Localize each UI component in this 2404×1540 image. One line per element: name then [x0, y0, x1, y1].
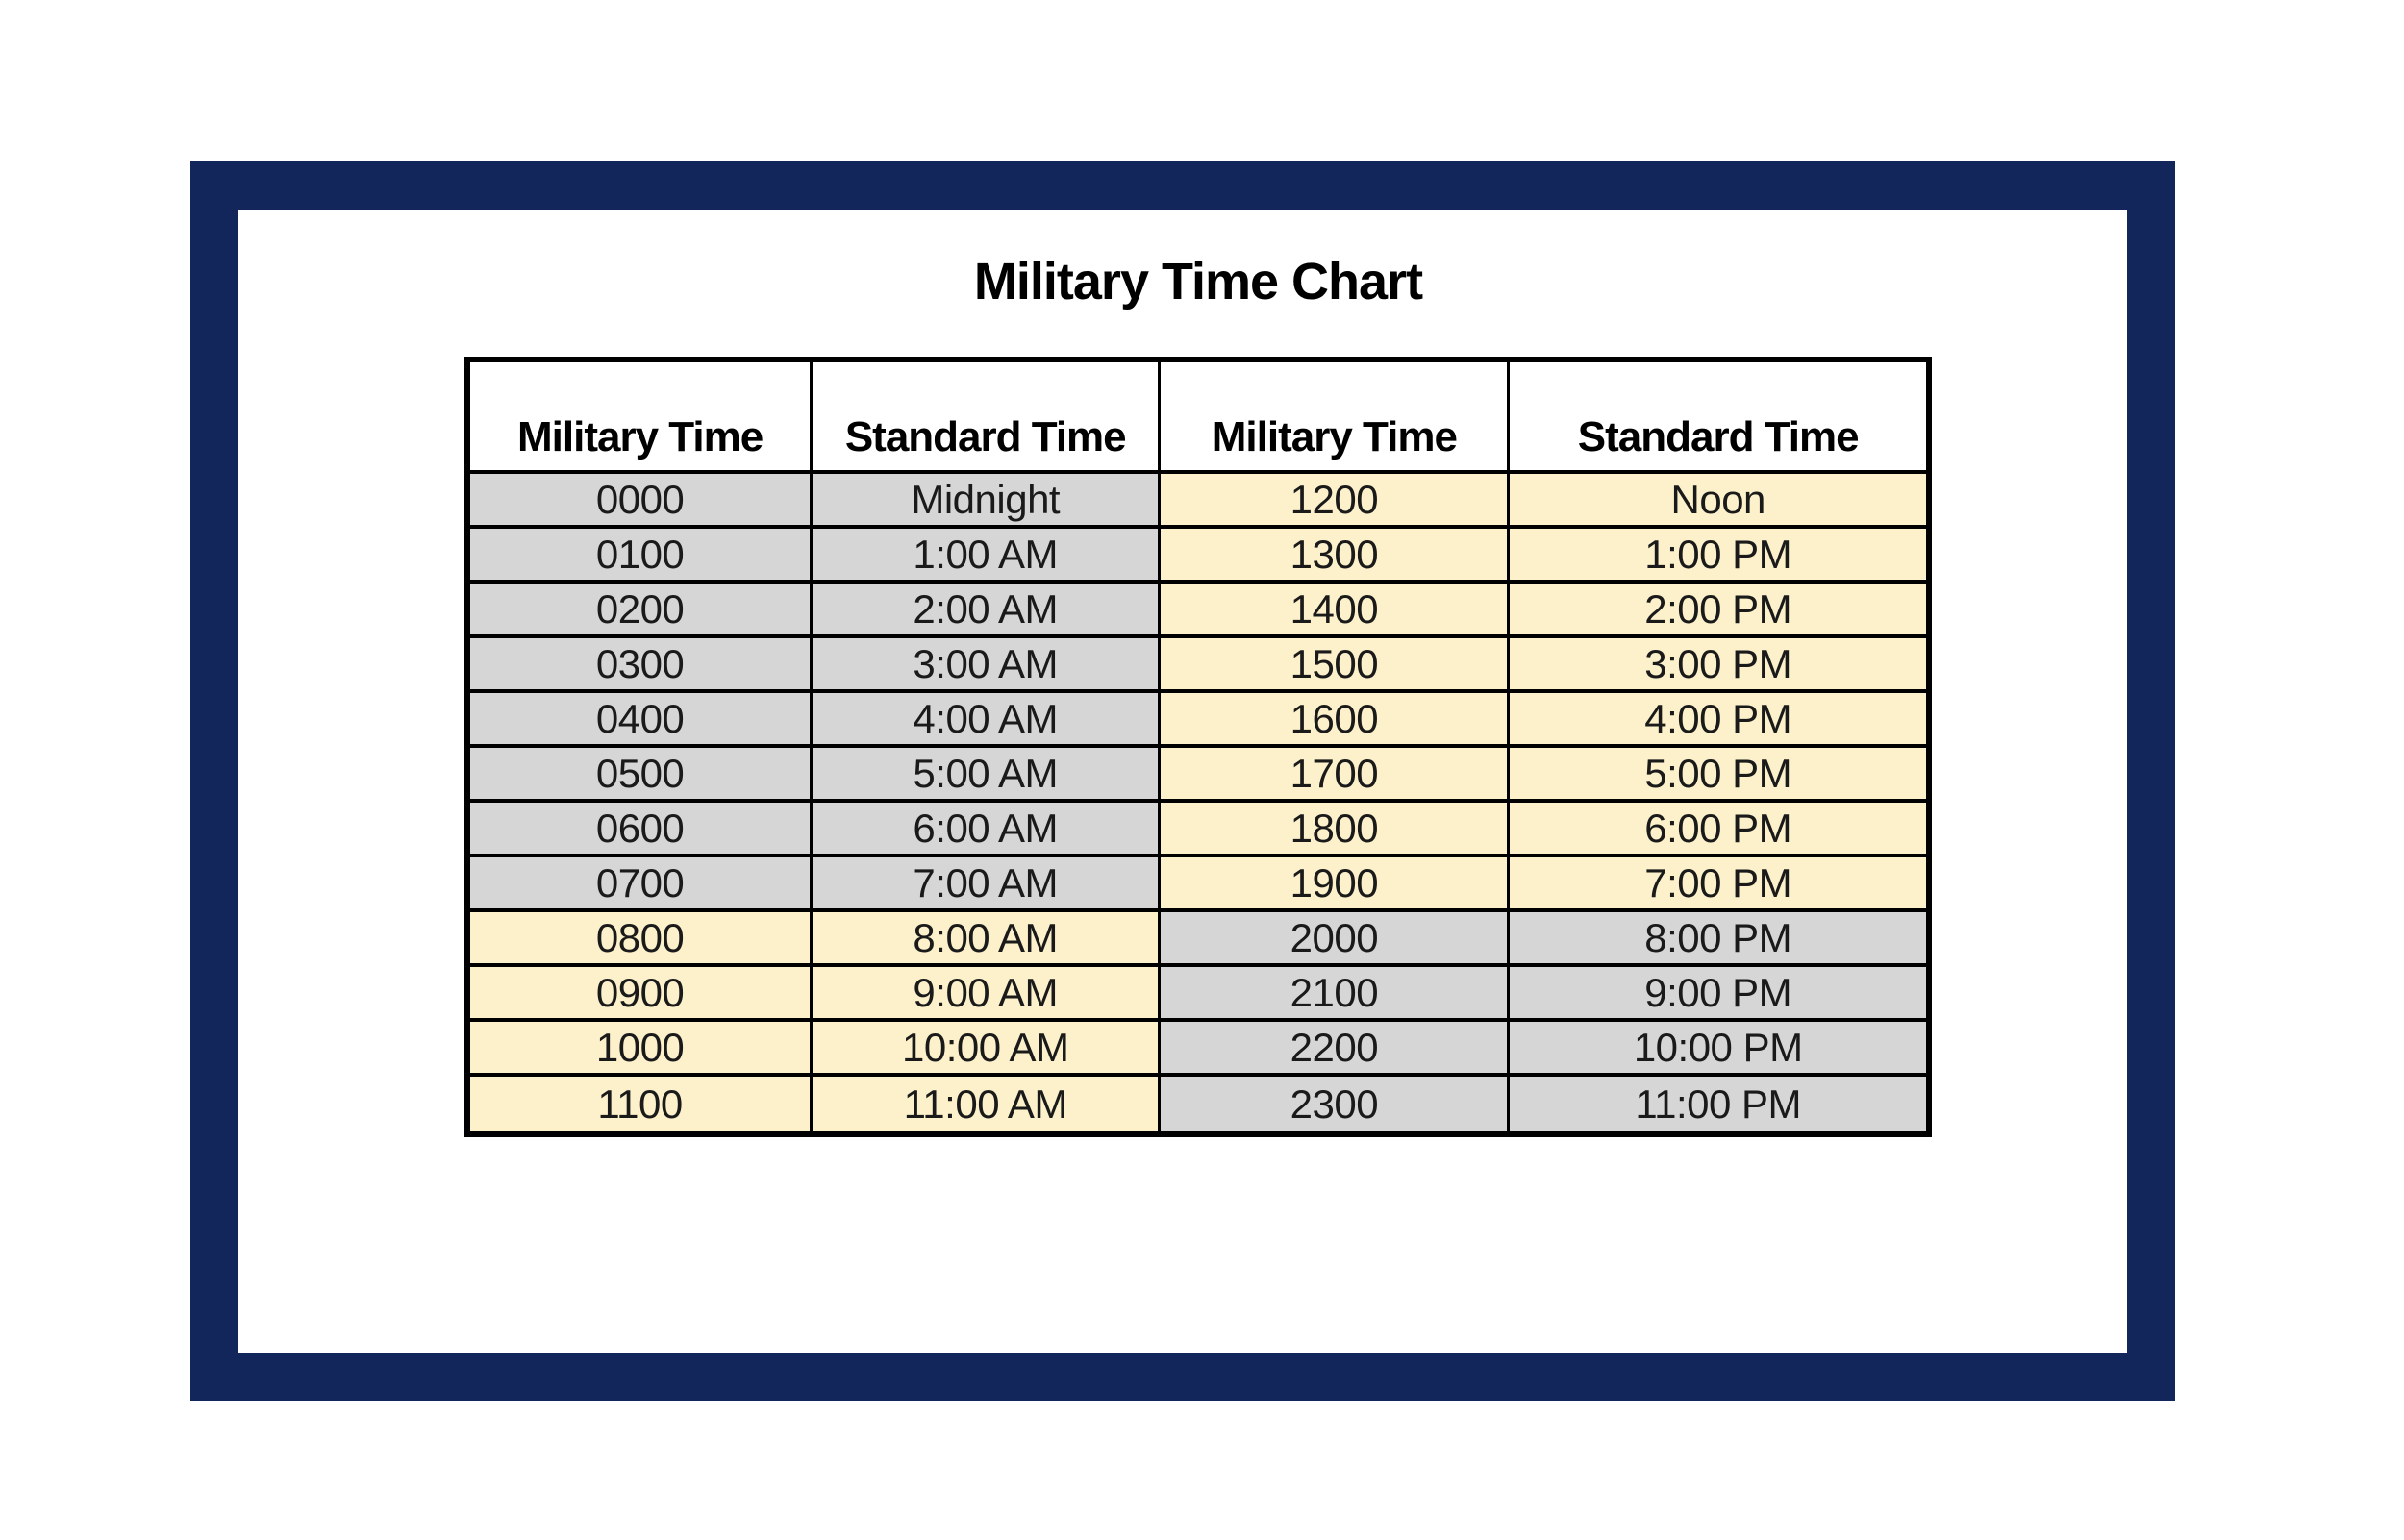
table-cell-r6-c2: 1800	[1161, 803, 1510, 857]
table-cell-r11-c3: 11:00 PM	[1510, 1077, 1926, 1131]
table-cell-r1-c2: 1300	[1161, 529, 1510, 584]
table-cell-r8-c0: 0800	[470, 912, 813, 967]
table-cell-r10-c2: 2200	[1161, 1022, 1510, 1077]
table-cell-r5-c2: 1700	[1161, 748, 1510, 803]
table-cell-r9-c3: 9:00 PM	[1510, 967, 1926, 1022]
table-cell-r8-c3: 8:00 PM	[1510, 912, 1926, 967]
table-cell-r5-c3: 5:00 PM	[1510, 748, 1926, 803]
table-cell-r6-c0: 0600	[470, 803, 813, 857]
table-cell-r4-c1: 4:00 AM	[813, 693, 1161, 748]
table-cell-r4-c0: 0400	[470, 693, 813, 748]
column-header-1: Standard Time	[813, 362, 1161, 474]
table-cell-r2-c2: 1400	[1161, 584, 1510, 638]
table-cell-r0-c3: Noon	[1510, 474, 1926, 529]
table-cell-r9-c0: 0900	[470, 967, 813, 1022]
table-cell-r5-c0: 0500	[470, 748, 813, 803]
table-cell-r10-c1: 10:00 AM	[813, 1022, 1161, 1077]
table-cell-r10-c3: 10:00 PM	[1510, 1022, 1926, 1077]
page-title: Military Time Chart	[973, 253, 1423, 310]
table-cell-r8-c1: 8:00 AM	[813, 912, 1161, 967]
table-cell-r1-c0: 0100	[470, 529, 813, 584]
table-cell-r2-c3: 2:00 PM	[1510, 584, 1926, 638]
military-time-table	[464, 357, 1932, 1137]
table-cell-r9-c2: 2100	[1161, 967, 1510, 1022]
table-cell-r7-c2: 1900	[1161, 857, 1510, 912]
table-cell-r5-c1: 5:00 AM	[813, 748, 1161, 803]
table-cell-r2-c0: 0200	[470, 584, 813, 638]
table-cell-r9-c1: 9:00 AM	[813, 967, 1161, 1022]
column-header-0: Military Time	[470, 362, 813, 474]
table-cell-r1-c1: 1:00 AM	[813, 529, 1161, 584]
table-cell-r6-c1: 6:00 AM	[813, 803, 1161, 857]
table-cell-r1-c3: 1:00 PM	[1510, 529, 1926, 584]
table-cell-r3-c0: 0300	[470, 638, 813, 693]
table-cell-r0-c1: Midnight	[813, 474, 1161, 529]
table-cell-r10-c0: 1000	[470, 1022, 813, 1077]
table-cell-r11-c1: 11:00 AM	[813, 1077, 1161, 1131]
table-cell-r2-c1: 2:00 AM	[813, 584, 1161, 638]
table-cell-r0-c0: 0000	[470, 474, 813, 529]
column-header-3: Standard Time	[1510, 362, 1926, 474]
column-header-2: Military Time	[1161, 362, 1510, 474]
table-cell-r8-c2: 2000	[1161, 912, 1510, 967]
table-cell-r7-c3: 7:00 PM	[1510, 857, 1926, 912]
table-cell-r7-c1: 7:00 AM	[813, 857, 1161, 912]
table-cell-r4-c3: 4:00 PM	[1510, 693, 1926, 748]
table-cell-r3-c1: 3:00 AM	[813, 638, 1161, 693]
table-cell-r11-c0: 1100	[470, 1077, 813, 1131]
table-cell-r4-c2: 1600	[1161, 693, 1510, 748]
table-cell-r0-c2: 1200	[1161, 474, 1510, 529]
table-cell-r6-c3: 6:00 PM	[1510, 803, 1926, 857]
table-cell-r11-c2: 2300	[1161, 1077, 1510, 1131]
table-cell-r3-c2: 1500	[1161, 638, 1510, 693]
table-cell-r7-c0: 0700	[470, 857, 813, 912]
table-cell-r3-c3: 3:00 PM	[1510, 638, 1926, 693]
